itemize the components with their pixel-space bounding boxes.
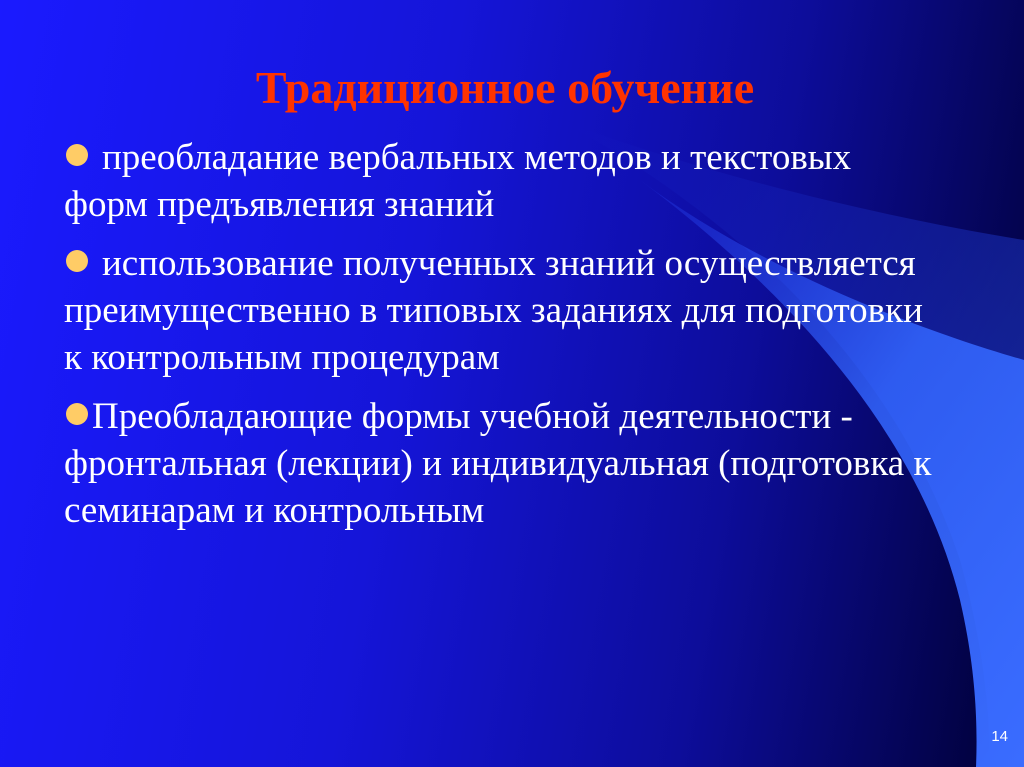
bullet-item xyxy=(64,393,944,534)
slide-number: 14 xyxy=(991,728,1008,745)
bullet-text: преобладание вербальных методов и текстовых форм предъявления знаний xyxy=(64,137,852,225)
bullet-item xyxy=(64,134,944,228)
bullet-text: Преобладающие формы учебной деятельности - фронтальная (лекции) и индивидуальная (подготовка к семинарам и контрольным xyxy=(64,396,932,531)
bullet-dot-icon xyxy=(66,250,88,272)
bullet-dot-icon xyxy=(66,144,88,166)
bullet-text: использование полученных знаний осуществляется преимущественно в типовых заданиях для подготовки к контрольным процедурам xyxy=(64,243,923,378)
slide-title: Традиционное обучение xyxy=(255,62,755,113)
bullet-item xyxy=(64,240,944,381)
bullet-list xyxy=(64,134,944,546)
bullet-dot-icon xyxy=(66,403,88,425)
